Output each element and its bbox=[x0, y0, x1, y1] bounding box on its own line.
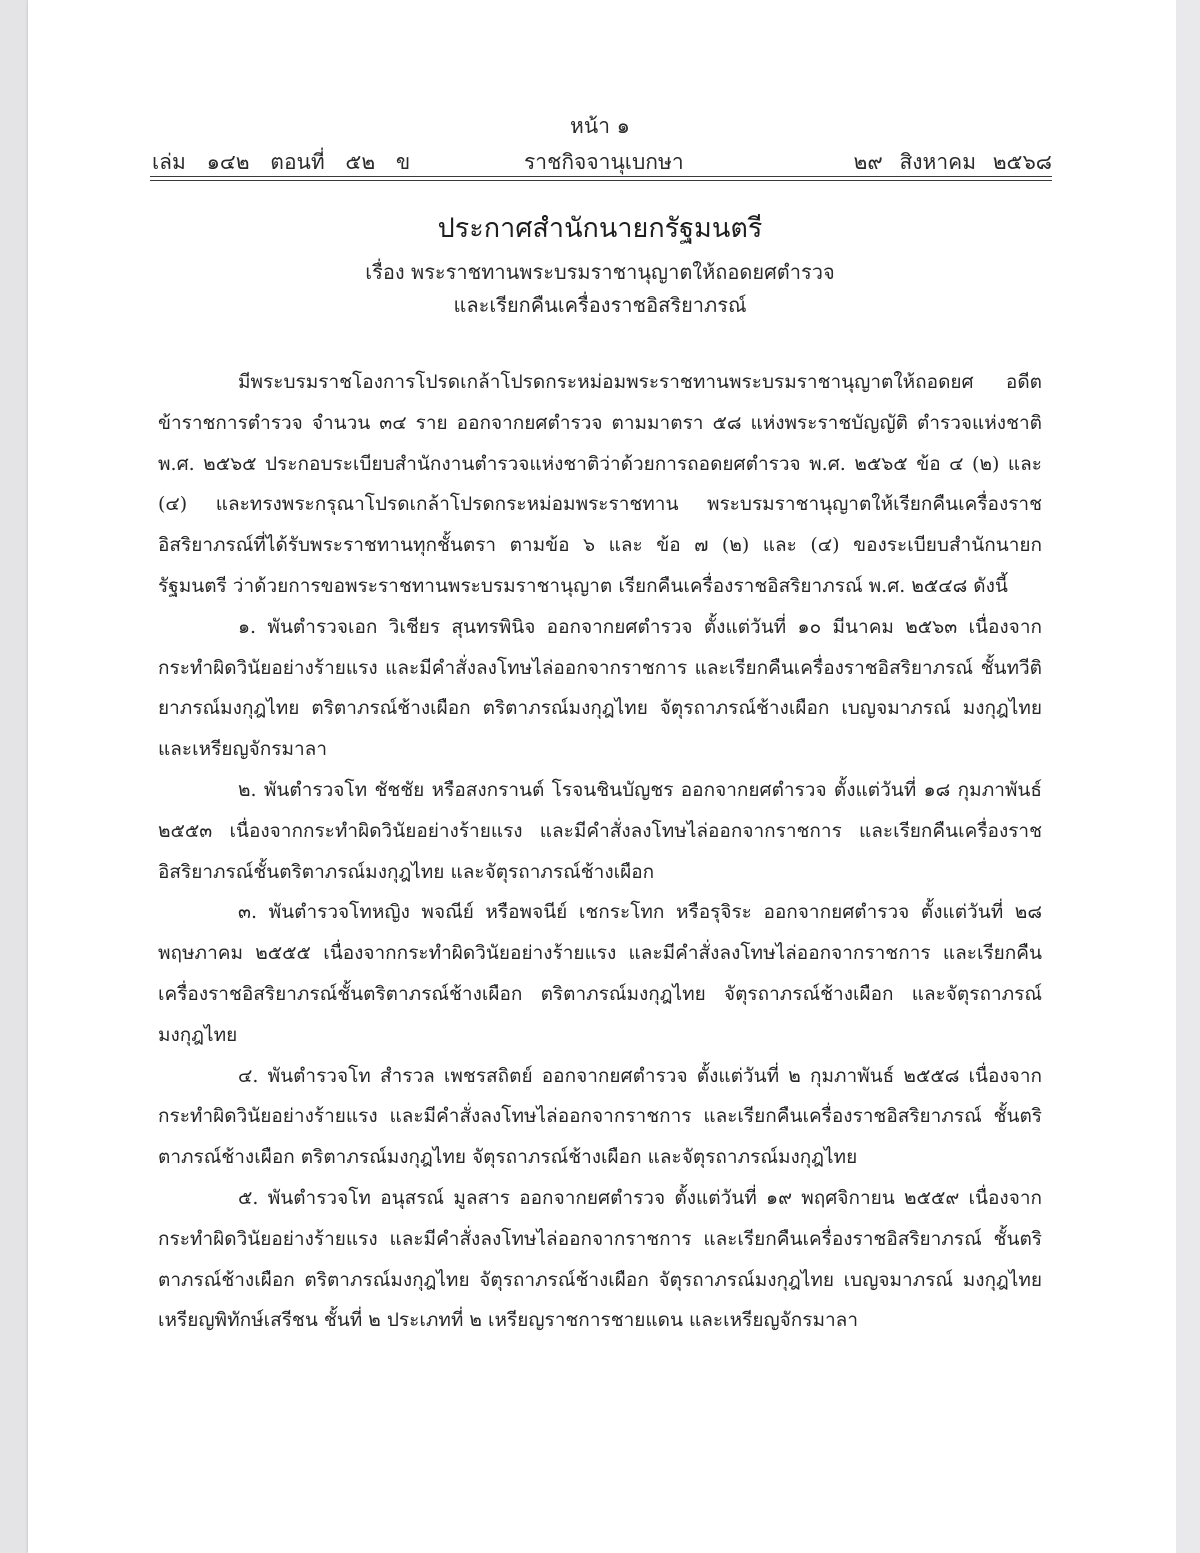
gazette-header bbox=[152, 146, 1052, 176]
header-divider-top bbox=[150, 176, 1052, 177]
publication-date: ๒๙ สิงหาคม ๒๕๖๘ bbox=[853, 150, 1052, 174]
list-item: ๑. พันตำรวจเอก วิเชียร สุนทรพินิจ ออกจากยศตำรวจ ตั้งแต่วันที่ ๑๐ มีนาคม ๒๕๖๓ เนื่องจากกระทำผิดวินัยอย่างร้ายแรง และมีคำสั่งลงโทษไล่ออกจากราชการ และเรียกคืนเครื่องราชอิสริยาภรณ์ ชั้นทวีติยาภรณ์มงกุฎไทย ตริตาภรณ์ช้างเผือก ตริตาภรณ์มงกุฎไทย จัตุรถาภรณ์ช้างเผือก เบญจมาภรณ์ มงกุฎไทย และเหรียญจักรมาลา bbox=[158, 615, 1042, 761]
announcement-title: ประกาศสำนักนายกรัฐมนตรี bbox=[437, 213, 763, 244]
volume-issue: เล่ม ๑๔๒ ตอนที่ ๕๒ ข bbox=[152, 150, 411, 174]
gazette-name: ราชกิจจานุเบกษา bbox=[524, 150, 684, 174]
subject-line-1: เรื่อง พระราชทานพระบรมราชานุญาตให้ถอดยศตำรวจ bbox=[365, 260, 835, 284]
announcement-body bbox=[158, 362, 1042, 1341]
list-item: ๓. พันตำรวจโทหญิง พจณีย์ หรือพจนีย์ เชกระโทก หรือรุจิระ ออกจากยศตำรวจ ตั้งแต่วันที่ ๒๘ พฤษภาคม ๒๕๕๕ เนื่องจากกระทำผิดวินัยอย่างร้ายแรง และมีคำสั่งลงโทษไล่ออกจากราชการ และเรียกคืนเครื่องราชอิสริยาภรณ์ชั้นตริตาภรณ์ช้างเผือก ตริตาภรณ์มงกุฎไทย จัตุรถาภรณ์ช้างเผือก และจัตุรถาภรณ์มงกุฎไทย bbox=[158, 901, 1042, 1046]
header-divider-bottom bbox=[150, 180, 1052, 181]
announcement-subject bbox=[0, 256, 1200, 322]
list-item: ๔. พันตำรวจโท สำรวล เพชรสถิตย์ ออกจากยศตำรวจ ตั้งแต่วันที่ ๒ กุมภาพันธ์ ๒๕๕๘ เนื่องจากกระทำผิดวินัยอย่างร้ายแรง และมีคำสั่งลงโทษไล่ออกจากราชการ และเรียกคืนเครื่องราชอิสริยาภรณ์ ชั้นตริตาภรณ์ช้างเผือก ตริตาภรณ์มงกุฎไทย จัตุรถาภรณ์ช้างเผือก และจัตุรถาภรณ์มงกุฎไทย bbox=[158, 1064, 1042, 1169]
intro-paragraph: มีพระบรมราชโองการโปรดเกล้าโปรดกระหม่อมพระราชทานพระบรมราชานุญาตให้ถอดยศ อดีตข้าราชการตำรวจ จำนวน ๓๔ ราย ออกจากยศตำรวจ ตามมาตรา ๕๘ แห่งพระราชบัญญัติ ตำรวจแห่งชาติ พ.ศ. ๒๕๖๕ ประกอบระเบียบสำนักงานตำรวจแห่งชาติว่าด้วยการถอดยศตำรวจ พ.ศ. ๒๕๖๕ ข้อ ๔ (๒) และ (๔) และทรงพระกรุณาโปรดเกล้าโปรดกระหม่อมพระราชทาน พระบรมราชานุญาตให้เรียกคืนเครื่องราชอิสริยาภรณ์ที่ได้รับพระราชทานทุกชั้นตรา ตามข้อ ๖ และ ข้อ ๗ (๒) และ (๔) ของระเบียบสำนักนายกรัฐมนตรี ว่าด้วยการขอพระราชทานพระบรมราชานุญาต เรียกคืนเครื่องราชอิสริยาภรณ์ พ.ศ. ๒๕๔๘ ดังนี้ bbox=[158, 371, 1042, 597]
subject-line-2: และเรียกคืนเครื่องราชอิสริยาภรณ์ bbox=[453, 293, 747, 317]
page-number: หน้า ๑ bbox=[570, 114, 630, 138]
list-item: ๕. พันตำรวจโท อนุสรณ์ มูลสาร ออกจากยศตำรวจ ตั้งแต่วันที่ ๑๙ พฤศจิกายน ๒๕๕๙ เนื่องจากกระทำผิดวินัยอย่างร้ายแรง และมีคำสั่งลงโทษไล่ออกจากราชการ และเรียกคืนเครื่องราชอิสริยาภรณ์ ชั้นตริตาภรณ์ช้างเผือก ตริตาภรณ์มงกุฎไทย จัตุรถาภรณ์ช้างเผือก จัตุรถาภรณ์มงกุฎไทย เบญจมาภรณ์ มงกุฎไทย เหรียญพิทักษ์เสรีชน ชั้นที่ ๒ ประเภทที่ ๒ เหรียญราชการชายแดน และเหรียญจักรมาลา bbox=[158, 1186, 1042, 1332]
list-item: ๒. พันตำรวจโท ชัชชัย หรือสงกรานต์ โรจนชินบัญชร ออกจากยศตำรวจ ตั้งแต่วันที่ ๑๘ กุมภาพันธ์ ๒๕๕๓ เนื่องจากกระทำผิดวินัยอย่างร้ายแรง และมีคำสั่งลงโทษไล่ออกจากราชการ และเรียกคืนเครื่องราชอิสริยาภรณ์ชั้นตริตาภรณ์มงกุฎไทย และจัตุรถาภรณ์ช้างเผือก bbox=[158, 778, 1042, 883]
